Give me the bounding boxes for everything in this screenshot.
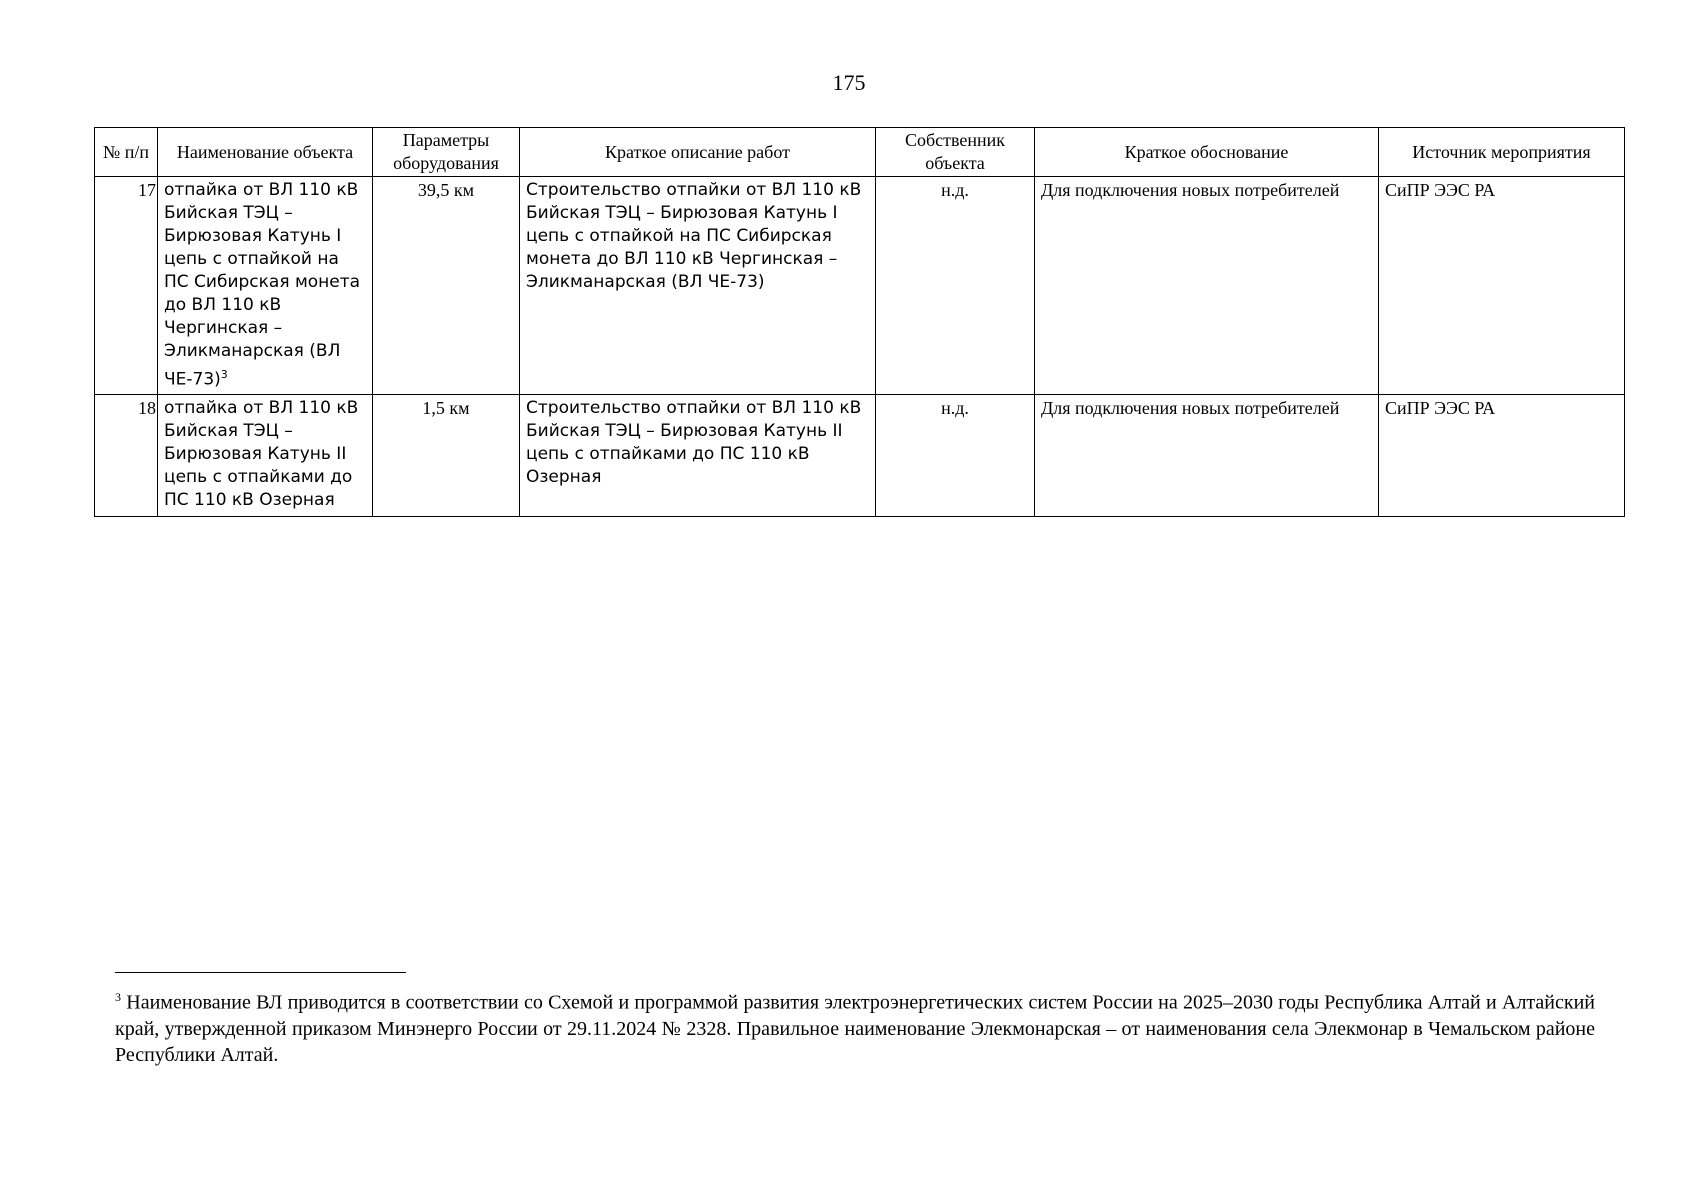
footnote-divider [115,972,406,973]
header-description: Краткое описание работ [520,128,876,177]
row-justification: Для подключения новых потребителей [1035,394,1379,516]
footnote-ref: 3 [220,368,228,381]
row-description: Строительство отпайки от ВЛ 110 кВ Бийская ТЭЦ – Бирюзовая Катунь II цепь с отпайками до ПС 110 кВ Озерная [520,394,876,516]
row-name-text: отпайка от ВЛ 110 кВ Бийская ТЭЦ – Бирюзовая Катунь I цепь с отпайкой на ПС Сибирская монета до ВЛ 110 кВ Чергинская – Эликманарская (ВЛ ЧЕ-73) [164,180,361,390]
row-params: 1,5 км [373,394,520,516]
row-owner: н.д. [876,177,1035,395]
row-source: СиПР ЭЭС РА [1379,177,1625,395]
header-source: Источник мероприятия [1379,128,1625,177]
header-justification: Краткое обоснование [1035,128,1379,177]
row-num: 17 [95,177,158,395]
table-row [95,177,1625,395]
header-num: № п/п [95,128,158,177]
row-justification: Для подключения новых потребителей [1035,177,1379,395]
page-number: 175 [832,70,866,95]
header-params: Параметры оборудования [373,128,520,177]
table-header-row [95,128,1625,177]
table-row [95,394,1625,516]
row-name [158,177,373,395]
row-source: СиПР ЭЭС РА [1379,394,1625,516]
row-owner: н.д. [876,394,1035,516]
footnote-text: Наименование ВЛ приводится в соответствии со Схемой и программой развития электроэнергетических систем России на 2025–2030 годы Республика Алтай и Алтайский край, утвержденной приказом Минэнерго России от 29.11.2024 № 2328. Правильное наименование Элекмонарская – от наименования села Элекмонар в Чемальском районе Республики Алтай. [115,991,1595,1066]
footnote [115,984,1595,1068]
works-table [94,127,1625,517]
header-name: Наименование объекта [158,128,373,177]
row-description: Строительство отпайки от ВЛ 110 кВ Бийская ТЭЦ – Бирюзовая Катунь I цепь с отпайкой на ПС Сибирская монета до ВЛ 110 кВ Чергинская – Эликманарская (ВЛ ЧЕ-73) [520,177,876,395]
row-num: 18 [95,394,158,516]
row-params: 39,5 км [373,177,520,395]
row-name: отпайка от ВЛ 110 кВ Бийская ТЭЦ – Бирюзовая Катунь II цепь с отпайками до ПС 110 кВ Озерная [158,394,373,516]
footnote-marker: 3 [115,990,121,1004]
header-owner: Собственник объекта [876,128,1035,177]
